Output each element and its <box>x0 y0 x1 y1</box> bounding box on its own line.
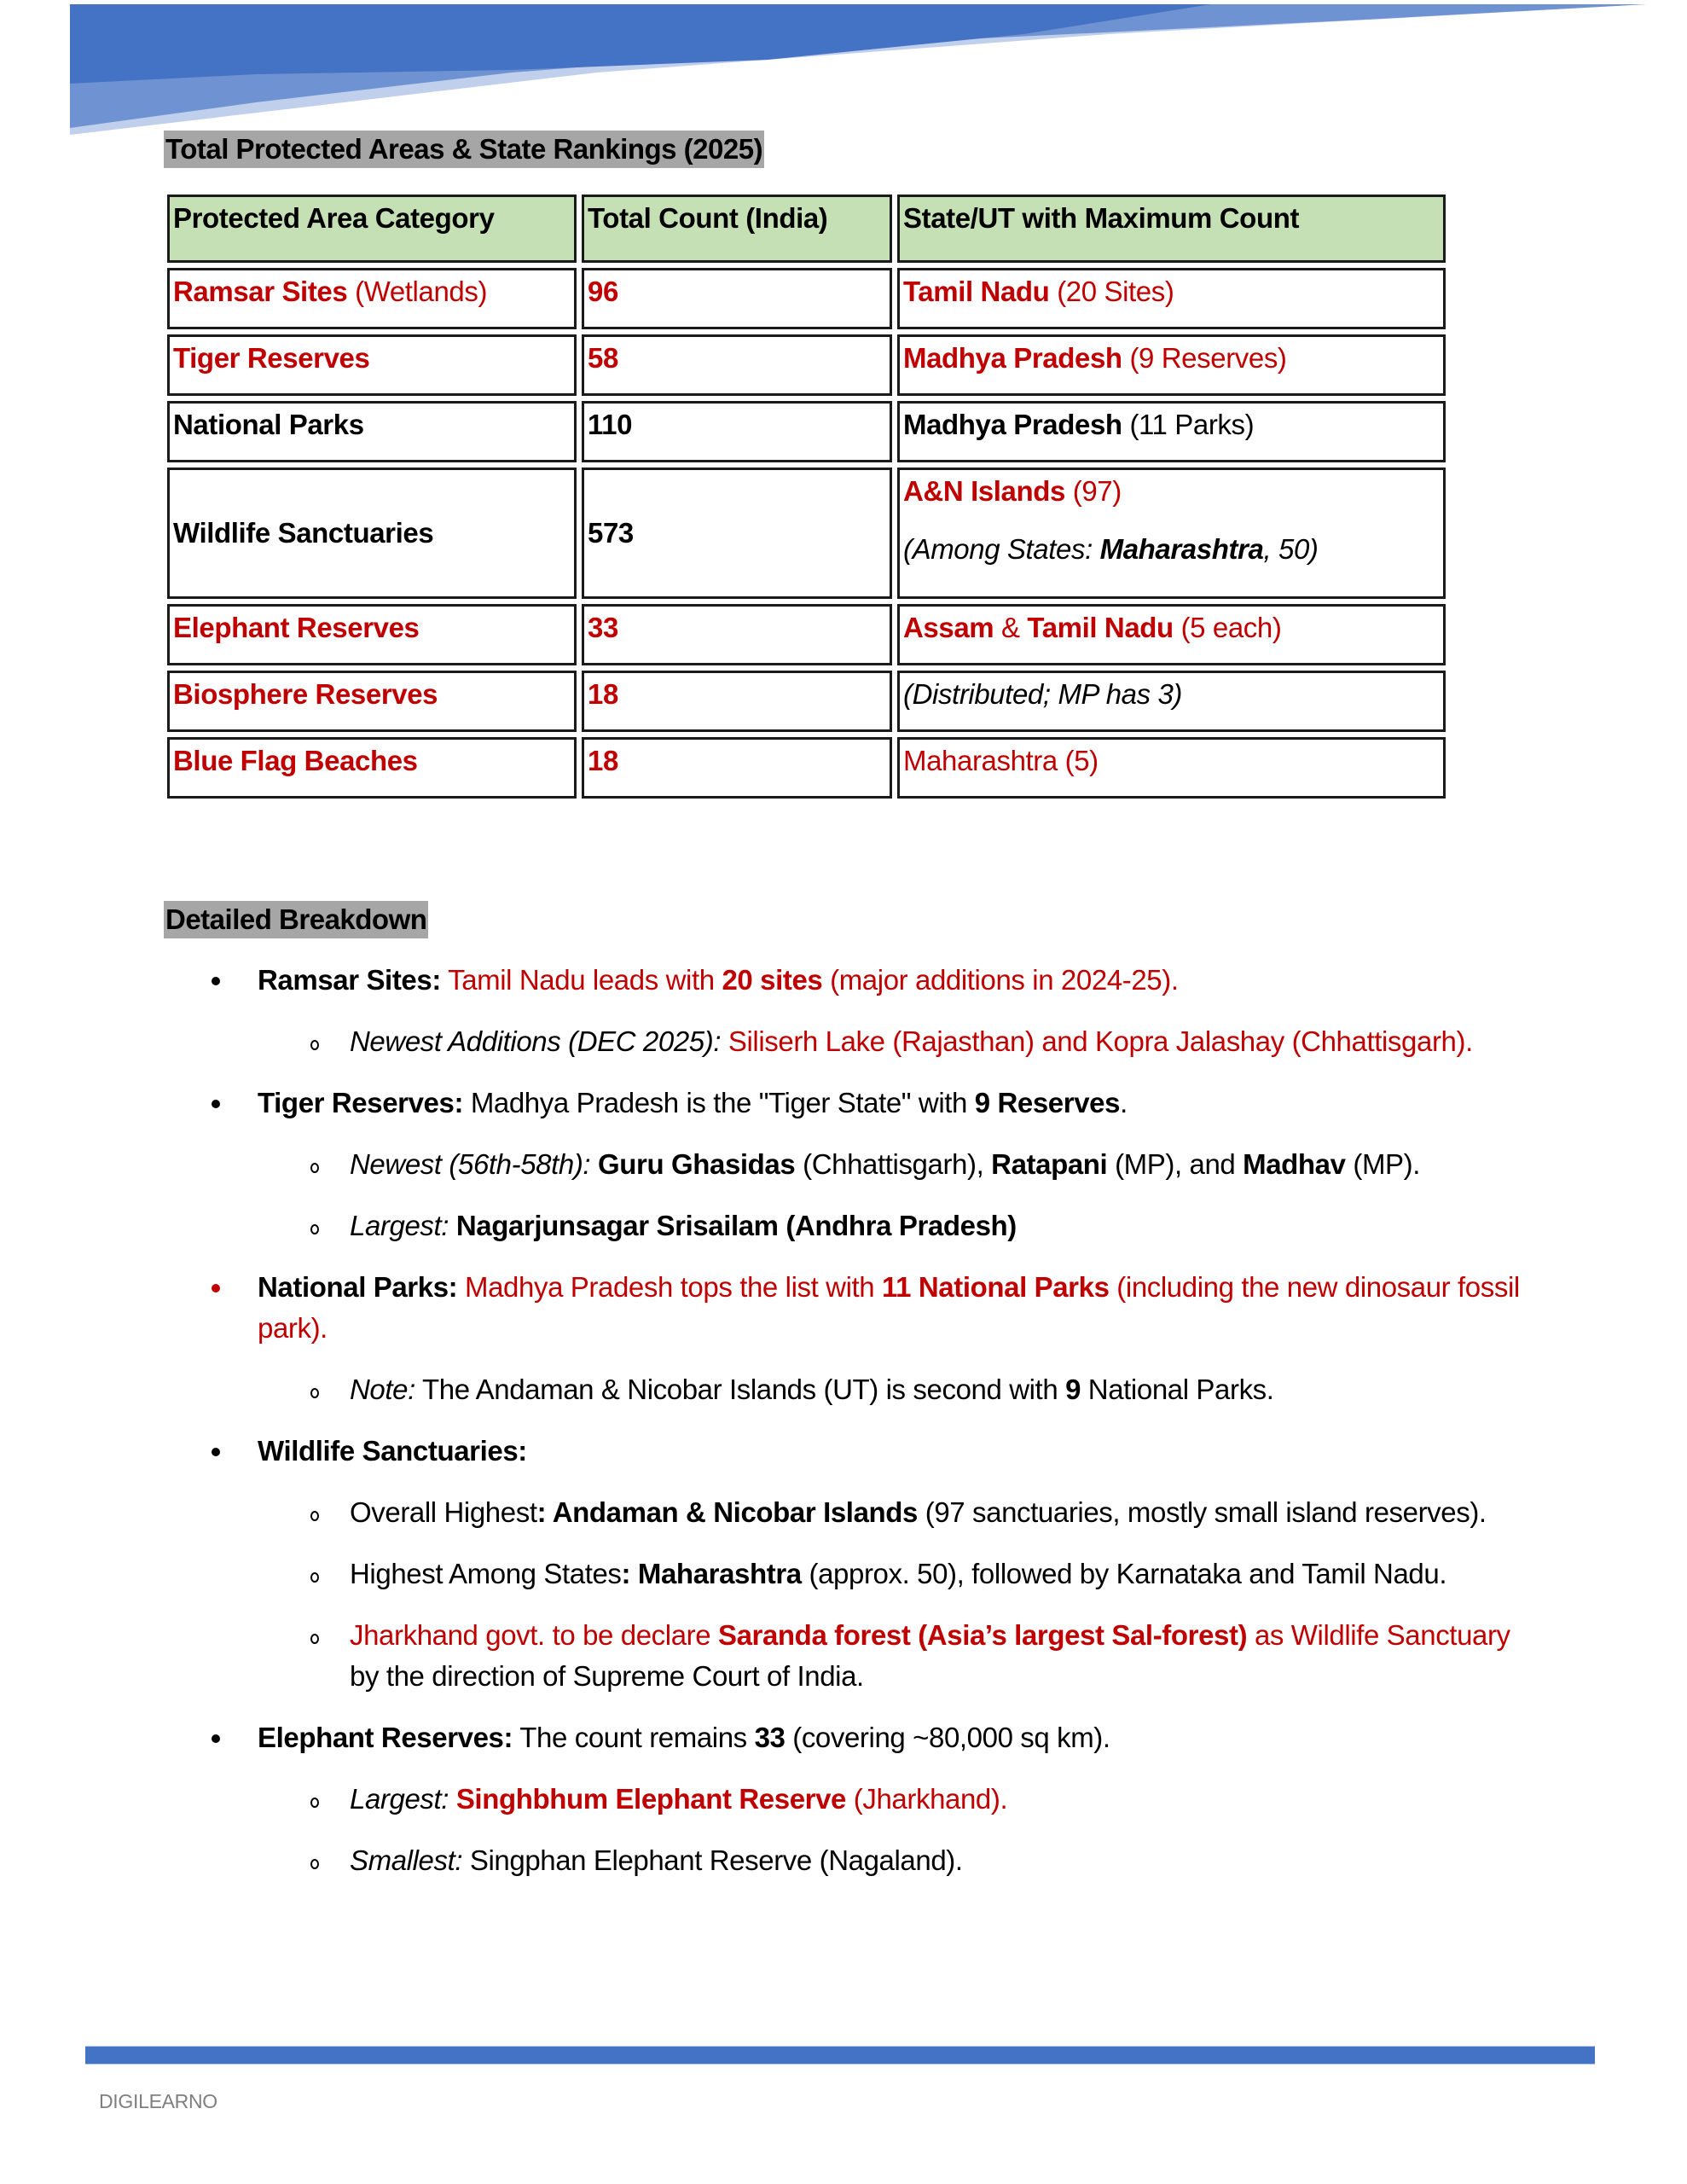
header-state-max: State/UT with Maximum Count <box>897 195 1446 263</box>
item-label: National Parks: <box>258 1271 458 1303</box>
item-label: Ramsar Sites: <box>258 964 441 996</box>
state-cell <box>897 268 1446 329</box>
state-name: Madhya Pradesh <box>903 342 1122 374</box>
state-extra: (97) <box>1064 475 1122 507</box>
sub-bullet-icon <box>310 1572 319 1583</box>
bullet-icon <box>212 1448 220 1456</box>
state-cell: Maharashtra (5) <box>897 737 1446 799</box>
sub-item-text: Overall Highest <box>350 1496 537 1528</box>
sub-list <box>258 1492 1535 1697</box>
sub-item-text: The Andaman & Nicobar Islands (UT) is second with <box>415 1374 1066 1405</box>
item-label: Wildlife Sanctuaries: <box>258 1435 527 1467</box>
list-item-ramsar <box>205 960 1535 1062</box>
sub-item-smallest-elephant <box>258 1840 1535 1881</box>
item-text: (covering ~80,000 sq km). <box>785 1722 1110 1753</box>
sub-bullet-icon <box>310 1163 319 1173</box>
sub-item-label: Largest: <box>350 1210 449 1241</box>
sub-item-text: (Chhattisgarh), <box>795 1148 992 1180</box>
sub-bullet-icon <box>310 1798 319 1808</box>
table-row <box>167 334 1446 396</box>
item-text: (major additions in 2024-25). <box>822 964 1179 996</box>
note-suffix: , 50) <box>1263 533 1319 565</box>
table-row <box>167 604 1446 665</box>
list-item-elephant <box>205 1717 1535 1881</box>
count-cell: 110 <box>582 401 892 462</box>
list-item-national-parks <box>205 1267 1535 1410</box>
category-cell: Biosphere Reserves <box>167 671 577 732</box>
note-prefix: (Among States: <box>903 533 1100 565</box>
sub-item-overall-highest <box>258 1492 1535 1533</box>
item-emphasis: 33 <box>754 1722 786 1753</box>
sub-item-newest-additions <box>258 1021 1535 1062</box>
item-text: . <box>1120 1087 1128 1118</box>
table-header-row <box>167 195 1446 263</box>
sub-item-label: Largest: <box>350 1783 449 1815</box>
sub-list <box>258 1369 1535 1410</box>
category-name: Ramsar Sites <box>173 276 348 307</box>
section-heading-breakdown: Detailed Breakdown <box>164 901 428 938</box>
sub-item-emphasis: 9 <box>1065 1374 1081 1405</box>
item-emphasis: 20 sites <box>722 964 823 996</box>
footer-brand: DIGILEARNO <box>99 2090 217 2112</box>
reserve-name: Guru Ghasidas <box>590 1148 796 1180</box>
header-banner <box>0 0 1687 145</box>
count-cell: 58 <box>582 334 892 396</box>
note-state: Maharashtra <box>1099 533 1264 565</box>
count-cell: 96 <box>582 268 892 329</box>
category-cell <box>167 268 577 329</box>
sub-item-note <box>258 1369 1535 1410</box>
table-row <box>167 401 1446 462</box>
table-row <box>167 468 1446 599</box>
item-text: (including the new dinosaur fossil park). <box>258 1271 1520 1344</box>
bullet-icon <box>212 1284 220 1292</box>
sub-item-text: (approx. 50), followed by Karnataka and Tamil Nadu. <box>801 1558 1447 1589</box>
item-label: Elephant Reserves: <box>258 1722 513 1753</box>
sub-item-text: (Jharkhand). <box>846 1783 1008 1815</box>
state-name: Assam <box>903 612 994 643</box>
breakdown-list <box>205 960 1535 1902</box>
item-text: Tamil Nadu leads with <box>440 964 722 996</box>
sub-item-newest-tiger <box>258 1144 1535 1185</box>
sub-item-text: Nagarjunsagar Srisailam (Andhra Pradesh) <box>449 1210 1017 1241</box>
state-name: A&N Islands <box>903 475 1065 507</box>
sub-item-text: Highest Among States <box>350 1558 622 1589</box>
state-cell: (Distributed; MP has 3) <box>897 671 1446 732</box>
banner-dark-wave <box>70 4 1211 84</box>
sub-bullet-icon <box>310 1388 319 1398</box>
sub-item-text: Singphan Elephant Reserve (Nagaland). <box>462 1844 963 1876</box>
category-cell: Blue Flag Beaches <box>167 737 577 799</box>
sub-item-label: Smallest: <box>350 1844 463 1876</box>
sub-item-label: Newest (56th-58th): <box>350 1148 591 1180</box>
header-total-count: Total Count (India) <box>582 195 892 263</box>
state-extra: (5 each) <box>1173 612 1282 643</box>
reserve-name: Madhav <box>1243 1148 1346 1180</box>
table-row <box>167 737 1446 799</box>
sub-item-saranda <box>258 1615 1535 1697</box>
header-category: Protected Area Category <box>167 195 577 263</box>
sub-bullet-icon <box>310 1634 319 1644</box>
sub-list <box>258 1779 1535 1881</box>
count-cell: 33 <box>582 604 892 665</box>
sub-item-highest-states <box>258 1554 1535 1594</box>
category-cell: Wildlife Sanctuaries <box>167 468 577 599</box>
sub-item-largest-elephant <box>258 1779 1535 1820</box>
sub-list <box>258 1144 1535 1246</box>
count-cell: 18 <box>582 671 892 732</box>
sub-item-text: as Wildlife Sanctuary <box>1247 1619 1510 1651</box>
sub-item-text: (97 sanctuaries, mostly small island reserves). <box>918 1496 1487 1528</box>
state-cell <box>897 401 1446 462</box>
state-extra: (20 Sites) <box>1049 276 1174 307</box>
count-cell: 18 <box>582 737 892 799</box>
category-cell: Elephant Reserves <box>167 604 577 665</box>
sub-item-text: Siliserh Lake (Rajasthan) and Kopra Jalashay (Chhattisgarh). <box>721 1025 1473 1057</box>
sub-item-emphasis: : Andaman & Nicobar Islands <box>536 1496 918 1528</box>
sub-item-emphasis: Singhbhum Elephant Reserve <box>449 1783 847 1815</box>
bullet-icon <box>212 1100 220 1108</box>
bullet-icon <box>212 1734 220 1743</box>
sub-item-text: National Parks. <box>1081 1374 1274 1405</box>
category-cell: Tiger Reserves <box>167 334 577 396</box>
reserve-name: Ratapani <box>991 1148 1108 1180</box>
sub-bullet-icon <box>310 1224 319 1234</box>
sub-item-largest-tiger <box>258 1205 1535 1246</box>
item-emphasis: 11 National Parks <box>882 1271 1110 1303</box>
protected-areas-table <box>162 189 1451 804</box>
sub-list <box>258 1021 1535 1062</box>
state-extra: (11 Parks) <box>1122 409 1255 440</box>
sub-bullet-icon <box>310 1040 319 1050</box>
table-row <box>167 671 1446 732</box>
list-item-tiger <box>205 1083 1535 1246</box>
section-heading-rankings: Total Protected Areas & State Rankings (2025) <box>164 131 764 168</box>
state-cell <box>897 468 1446 599</box>
list-item-wildlife <box>205 1431 1535 1697</box>
state-primary <box>903 475 1122 507</box>
sub-bullet-icon <box>310 1859 319 1869</box>
item-label: Tiger Reserves: <box>258 1087 464 1118</box>
state-extra: (9 Reserves) <box>1122 342 1287 374</box>
sub-item-emphasis: Saranda forest (Asia’s largest Sal-forest) <box>717 1619 1248 1651</box>
item-emphasis: 9 Reserves <box>974 1087 1121 1118</box>
state-name: Tamil Nadu <box>903 276 1050 307</box>
count-cell: 573 <box>582 468 892 599</box>
sub-item-emphasis: : Maharashtra <box>621 1558 802 1589</box>
sub-item-text: (MP), and <box>1107 1148 1244 1180</box>
item-text: Madhya Pradesh tops the list with <box>457 1271 883 1303</box>
sub-item-text: by the direction of Supreme Court of India. <box>350 1660 864 1692</box>
sub-item-label: Newest Additions (DEC 2025): <box>350 1025 722 1057</box>
table-row <box>167 268 1446 329</box>
sub-item-text: (MP). <box>1345 1148 1421 1180</box>
item-text: Madhya Pradesh is the "Tiger State" with <box>463 1087 975 1118</box>
category-extra: (Wetlands) <box>347 276 488 307</box>
footer-bar <box>85 2046 1595 2065</box>
sub-item-text: Jharkhand govt. to be declare <box>350 1619 718 1651</box>
sub-bullet-icon <box>310 1511 319 1521</box>
state-cell <box>897 604 1446 665</box>
bullet-icon <box>212 977 220 985</box>
state-name-2: Tamil Nadu <box>1027 612 1174 643</box>
item-text: The count remains <box>513 1722 755 1753</box>
category-cell: National Parks <box>167 401 577 462</box>
state-note <box>903 533 1440 566</box>
state-joiner: & <box>994 612 1028 643</box>
state-name: Madhya Pradesh <box>903 409 1122 440</box>
state-cell <box>897 334 1446 396</box>
sub-item-label: Note: <box>350 1374 415 1405</box>
